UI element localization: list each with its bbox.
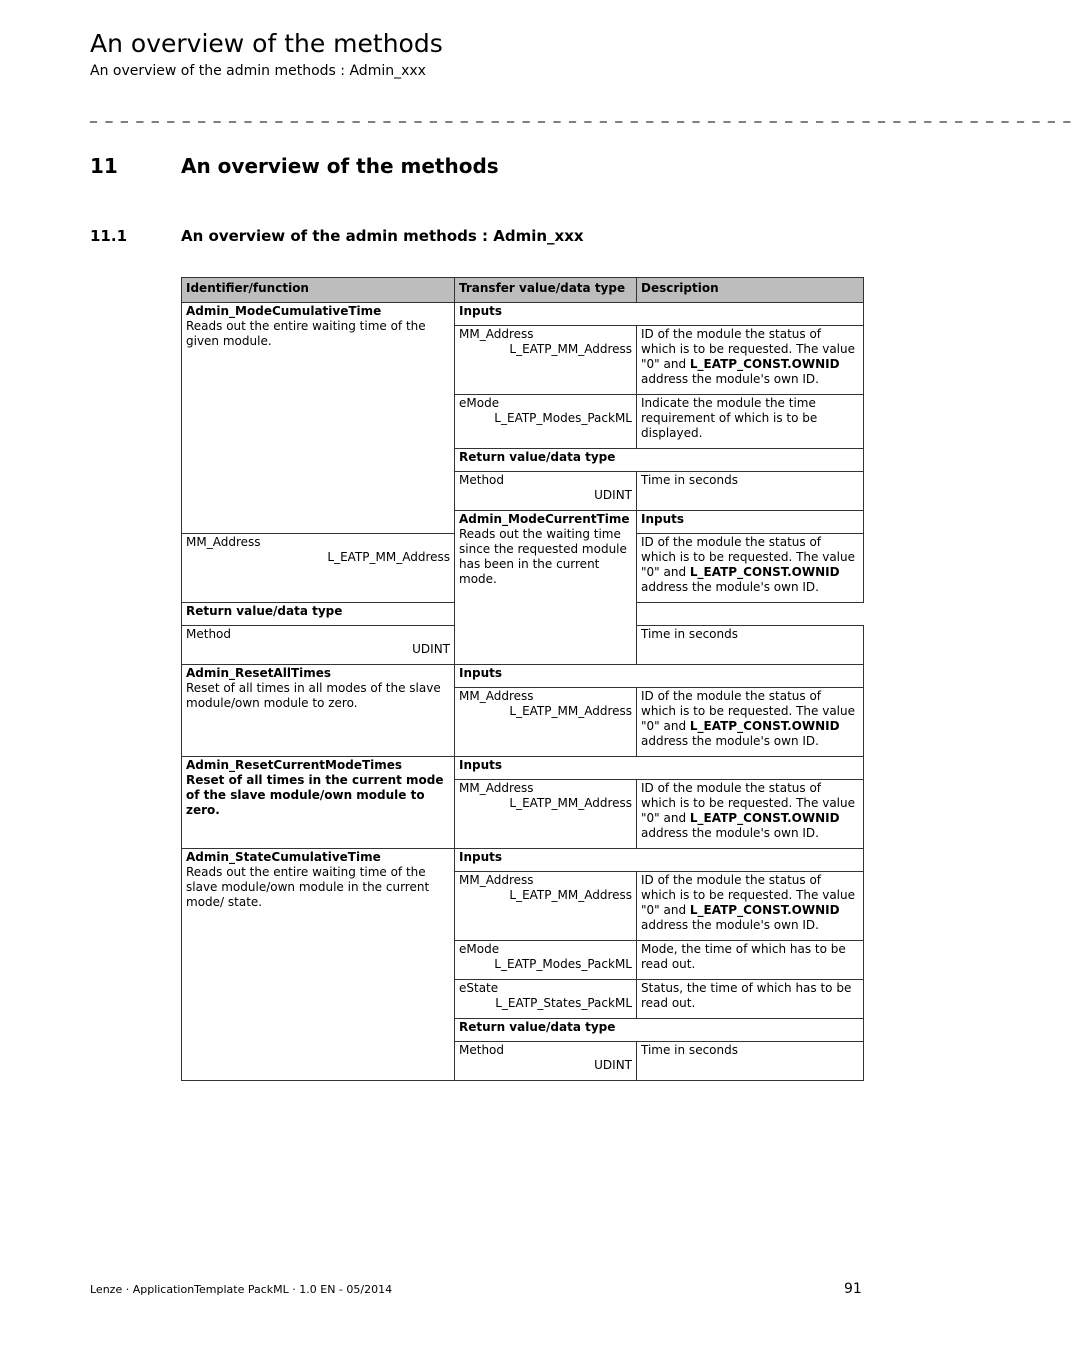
- param-type: L_EATP_MM_Address: [327, 550, 450, 564]
- param-name: MM_Address: [459, 873, 534, 887]
- desc-bold: L_EATP_CONST.OWNID: [689, 357, 840, 371]
- return-cell: [182, 626, 455, 665]
- param-name: MM_Address: [459, 689, 534, 703]
- header-identifier: Identifier/function: [182, 278, 455, 303]
- footer-text: Lenze · ApplicationTemplate PackML · 1.0 EN - 05/2014: [90, 1283, 393, 1296]
- desc-text: address the module's own ID.: [641, 734, 819, 748]
- param-type: L_EATP_Modes_PackML: [494, 411, 632, 425]
- return-type: UDINT: [594, 488, 632, 502]
- param-cell: [455, 688, 637, 757]
- return-name: Method: [459, 1043, 505, 1057]
- return-label: Return value/data type: [455, 1019, 864, 1042]
- method-description: Reset of all times in all modes of the slave module/own module to zero.: [186, 681, 441, 710]
- return-name: Method: [186, 627, 232, 641]
- desc-bold: L_EATP_CONST.OWNID: [689, 903, 840, 917]
- param-description: [637, 534, 864, 603]
- param-description: Mode, the time of which has to be read out.: [637, 941, 864, 980]
- param-type: L_EATP_Modes_PackML: [494, 957, 632, 971]
- param-name: eState: [459, 981, 499, 995]
- param-type: L_EATP_MM_Address: [509, 704, 632, 718]
- param-description: [637, 326, 864, 395]
- param-name: MM_Address: [459, 327, 534, 341]
- desc-text: ID of the module the status of which is to be requested. The value "0" and: [641, 327, 856, 371]
- method-name: Admin_ModeCumulativeTime: [186, 304, 382, 318]
- desc-text: ID of the module the status of which is to be requested. The value "0" and: [641, 689, 856, 733]
- page-number: 91: [844, 1281, 862, 1297]
- return-name: Method: [459, 473, 505, 487]
- desc-text: address the module's own ID.: [641, 372, 819, 386]
- return-type: UDINT: [412, 642, 450, 656]
- param-name: eMode: [459, 942, 500, 956]
- param-cell: [182, 534, 455, 603]
- return-label: Return value/data type: [455, 449, 864, 472]
- desc-text: address the module's own ID.: [641, 826, 819, 840]
- param-type: L_EATP_States_PackML: [495, 996, 632, 1010]
- param-name: MM_Address: [459, 781, 534, 795]
- return-type: UDINT: [594, 1058, 632, 1072]
- table-row: [182, 665, 864, 688]
- desc-text: address the module's own ID.: [641, 918, 819, 932]
- param-type: L_EATP_MM_Address: [509, 888, 632, 902]
- method-name: Admin_ResetAllTimes: [186, 666, 332, 680]
- method-description: Reads out the waiting time since the requested module has been in the current mode.: [459, 527, 627, 586]
- param-description: Indicate the module the time requirement of which is to be displayed.: [637, 395, 864, 449]
- method-cell: [455, 511, 637, 665]
- table-row: [182, 303, 864, 326]
- method-cell: [182, 303, 455, 534]
- desc-text: address the module's own ID.: [641, 580, 819, 594]
- param-name: eMode: [459, 396, 500, 410]
- param-type: L_EATP_MM_Address: [509, 342, 632, 356]
- param-cell: [455, 980, 637, 1019]
- inputs-label: Inputs: [637, 511, 864, 534]
- desc-bold: L_EATP_CONST.OWNID: [689, 565, 840, 579]
- subsection-title: An overview of the admin methods : Admin_xxx: [181, 227, 584, 245]
- param-cell: [455, 395, 637, 449]
- inputs-label: Inputs: [455, 303, 864, 326]
- section-title: An overview of the methods: [181, 154, 499, 178]
- param-description: [637, 688, 864, 757]
- method-name: Admin_ResetCurrentModeTimes: [186, 758, 403, 772]
- desc-text: ID of the module the status of which is to be requested. The value "0" and: [641, 873, 856, 917]
- table-row: [182, 849, 864, 872]
- param-type: L_EATP_MM_Address: [509, 796, 632, 810]
- return-cell: [455, 1042, 637, 1081]
- desc-bold: L_EATP_CONST.OWNID: [689, 719, 840, 733]
- table-header-row: [182, 278, 864, 303]
- table-row: [182, 603, 864, 626]
- return-description: Time in seconds: [637, 472, 864, 511]
- running-subtitle: An overview of the admin methods : Admin_xxx: [90, 63, 426, 79]
- param-cell: [455, 941, 637, 980]
- table-row: [182, 757, 864, 780]
- method-name: Admin_ModeCurrentTime: [459, 512, 630, 526]
- return-description: Time in seconds: [637, 1042, 864, 1081]
- return-label: Return value/data type: [182, 603, 637, 626]
- inputs-label: Inputs: [455, 757, 864, 780]
- param-description: [637, 780, 864, 849]
- param-description: Status, the time of which has to be read out.: [637, 980, 864, 1019]
- header-separator: _ _ _ _ _ _ _ _ _ _ _ _ _ _ _ _ _ _ _ _ _ _ _ _ _ _ _ _ _ _ _ _ _ _ _ _ _ _ _ _ _ _ _ _ _ _ _ _ _ _ _ _ _ _ _ _ _ _ _ _ _ _ _ _: [90, 107, 1072, 123]
- param-cell: [455, 872, 637, 941]
- running-title: An overview of the methods: [90, 29, 443, 58]
- methods-table: [181, 277, 864, 1081]
- inputs-label: Inputs: [455, 665, 864, 688]
- header-description: Description: [637, 278, 864, 303]
- param-description: [637, 872, 864, 941]
- param-cell: [455, 326, 637, 395]
- desc-text: ID of the module the status of which is to be requested. The value "0" and: [641, 535, 856, 579]
- param-cell: [455, 780, 637, 849]
- desc-bold: L_EATP_CONST.OWNID: [689, 811, 840, 825]
- method-cell: [182, 757, 455, 849]
- param-name: MM_Address: [186, 535, 261, 549]
- method-description: Reads out the entire waiting time of the slave module/own module in the current mode/ state.: [186, 865, 430, 909]
- subsection-number: 11.1: [90, 227, 128, 245]
- method-cell: [182, 849, 455, 1081]
- method-cell: [182, 665, 455, 757]
- method-description: Reads out the entire waiting time of the given module.: [186, 319, 426, 348]
- method-description: Reset of all times in the current mode of the slave module/own module to zero.: [186, 773, 444, 817]
- method-name: Admin_StateCumulativeTime: [186, 850, 381, 864]
- return-description: Time in seconds: [637, 626, 864, 665]
- inputs-label: Inputs: [455, 849, 864, 872]
- header-transfer-value: Transfer value/data type: [455, 278, 637, 303]
- return-cell: [455, 472, 637, 511]
- desc-text: ID of the module the status of which is to be requested. The value "0" and: [641, 781, 856, 825]
- section-number: 11: [90, 154, 118, 178]
